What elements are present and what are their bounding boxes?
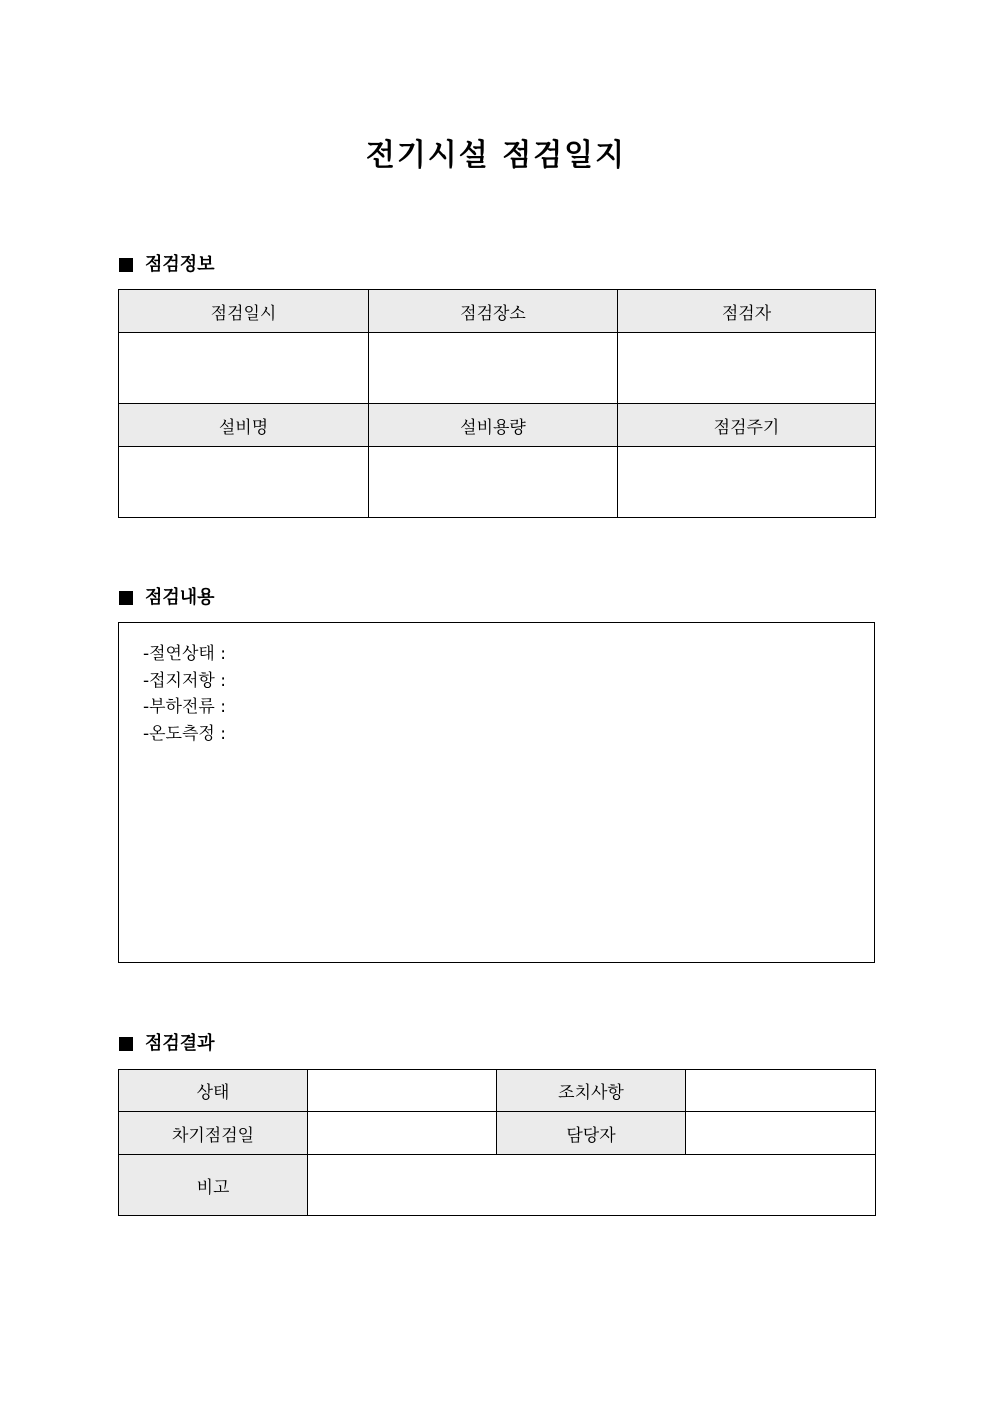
- info-header-row-2: [119, 404, 876, 447]
- page-title: 전기시설 점검일지: [365, 138, 627, 173]
- info-header-row-1: [119, 290, 876, 333]
- info-header-inspection-datetime: 점검일시: [119, 290, 369, 333]
- result-row-1: [119, 1070, 876, 1112]
- info-header-inspection-cycle: 점검주기: [618, 404, 876, 447]
- info-header-equipment-capacity: 설비용량: [369, 404, 618, 447]
- inspection-result-table: [118, 1069, 876, 1216]
- info-value-inspection-datetime[interactable]: [119, 333, 369, 404]
- inspection-content-lines: [143, 641, 226, 747]
- result-value-manager[interactable]: [686, 1112, 876, 1155]
- black-square-icon: [119, 258, 133, 272]
- info-value-inspection-cycle[interactable]: [618, 447, 876, 518]
- content-line-insulation: -절연상태 :: [143, 644, 226, 664]
- result-label-manager: 담당자: [497, 1112, 686, 1155]
- black-square-icon: [119, 1037, 133, 1051]
- section-heading-result-label: 점검결과: [145, 1033, 215, 1054]
- info-header-inspection-location: 점검장소: [369, 290, 618, 333]
- info-value-row-2: [119, 447, 876, 518]
- result-label-action: 조치사항: [497, 1070, 686, 1112]
- content-line-temperature: -온도측정 :: [143, 723, 226, 744]
- content-line-grounding: -접지저항 :: [143, 670, 226, 691]
- result-label-next-date: 차기점검일: [119, 1112, 308, 1155]
- result-value-next-date[interactable]: [308, 1112, 497, 1155]
- section-heading-info: [119, 253, 215, 277]
- info-value-inspector[interactable]: [618, 333, 876, 404]
- section-heading-content-label: 점검내용: [145, 587, 215, 608]
- section-heading-content: [119, 586, 215, 610]
- section-heading-info-label: 점검정보: [145, 254, 215, 275]
- info-value-inspection-location[interactable]: [369, 333, 618, 404]
- info-value-equipment-capacity[interactable]: [369, 447, 618, 518]
- result-value-status[interactable]: [308, 1070, 497, 1112]
- result-row-2: [119, 1112, 876, 1155]
- info-value-equipment-name[interactable]: [119, 447, 369, 518]
- info-header-inspector: 점검자: [618, 290, 876, 333]
- inspection-info-table: [118, 289, 876, 518]
- result-label-remarks: 비고: [119, 1155, 308, 1216]
- inspection-content-box[interactable]: [118, 622, 875, 963]
- black-square-icon: [119, 591, 133, 605]
- result-row-3: [119, 1155, 876, 1216]
- content-line-load-current: -부하전류 :: [143, 697, 226, 717]
- info-value-row-1: [119, 333, 876, 404]
- section-heading-result: [119, 1032, 215, 1056]
- result-label-status: 상태: [119, 1070, 308, 1112]
- info-header-equipment-name: 설비명: [119, 404, 369, 447]
- result-value-remarks[interactable]: [308, 1155, 876, 1216]
- result-value-action[interactable]: [686, 1070, 876, 1112]
